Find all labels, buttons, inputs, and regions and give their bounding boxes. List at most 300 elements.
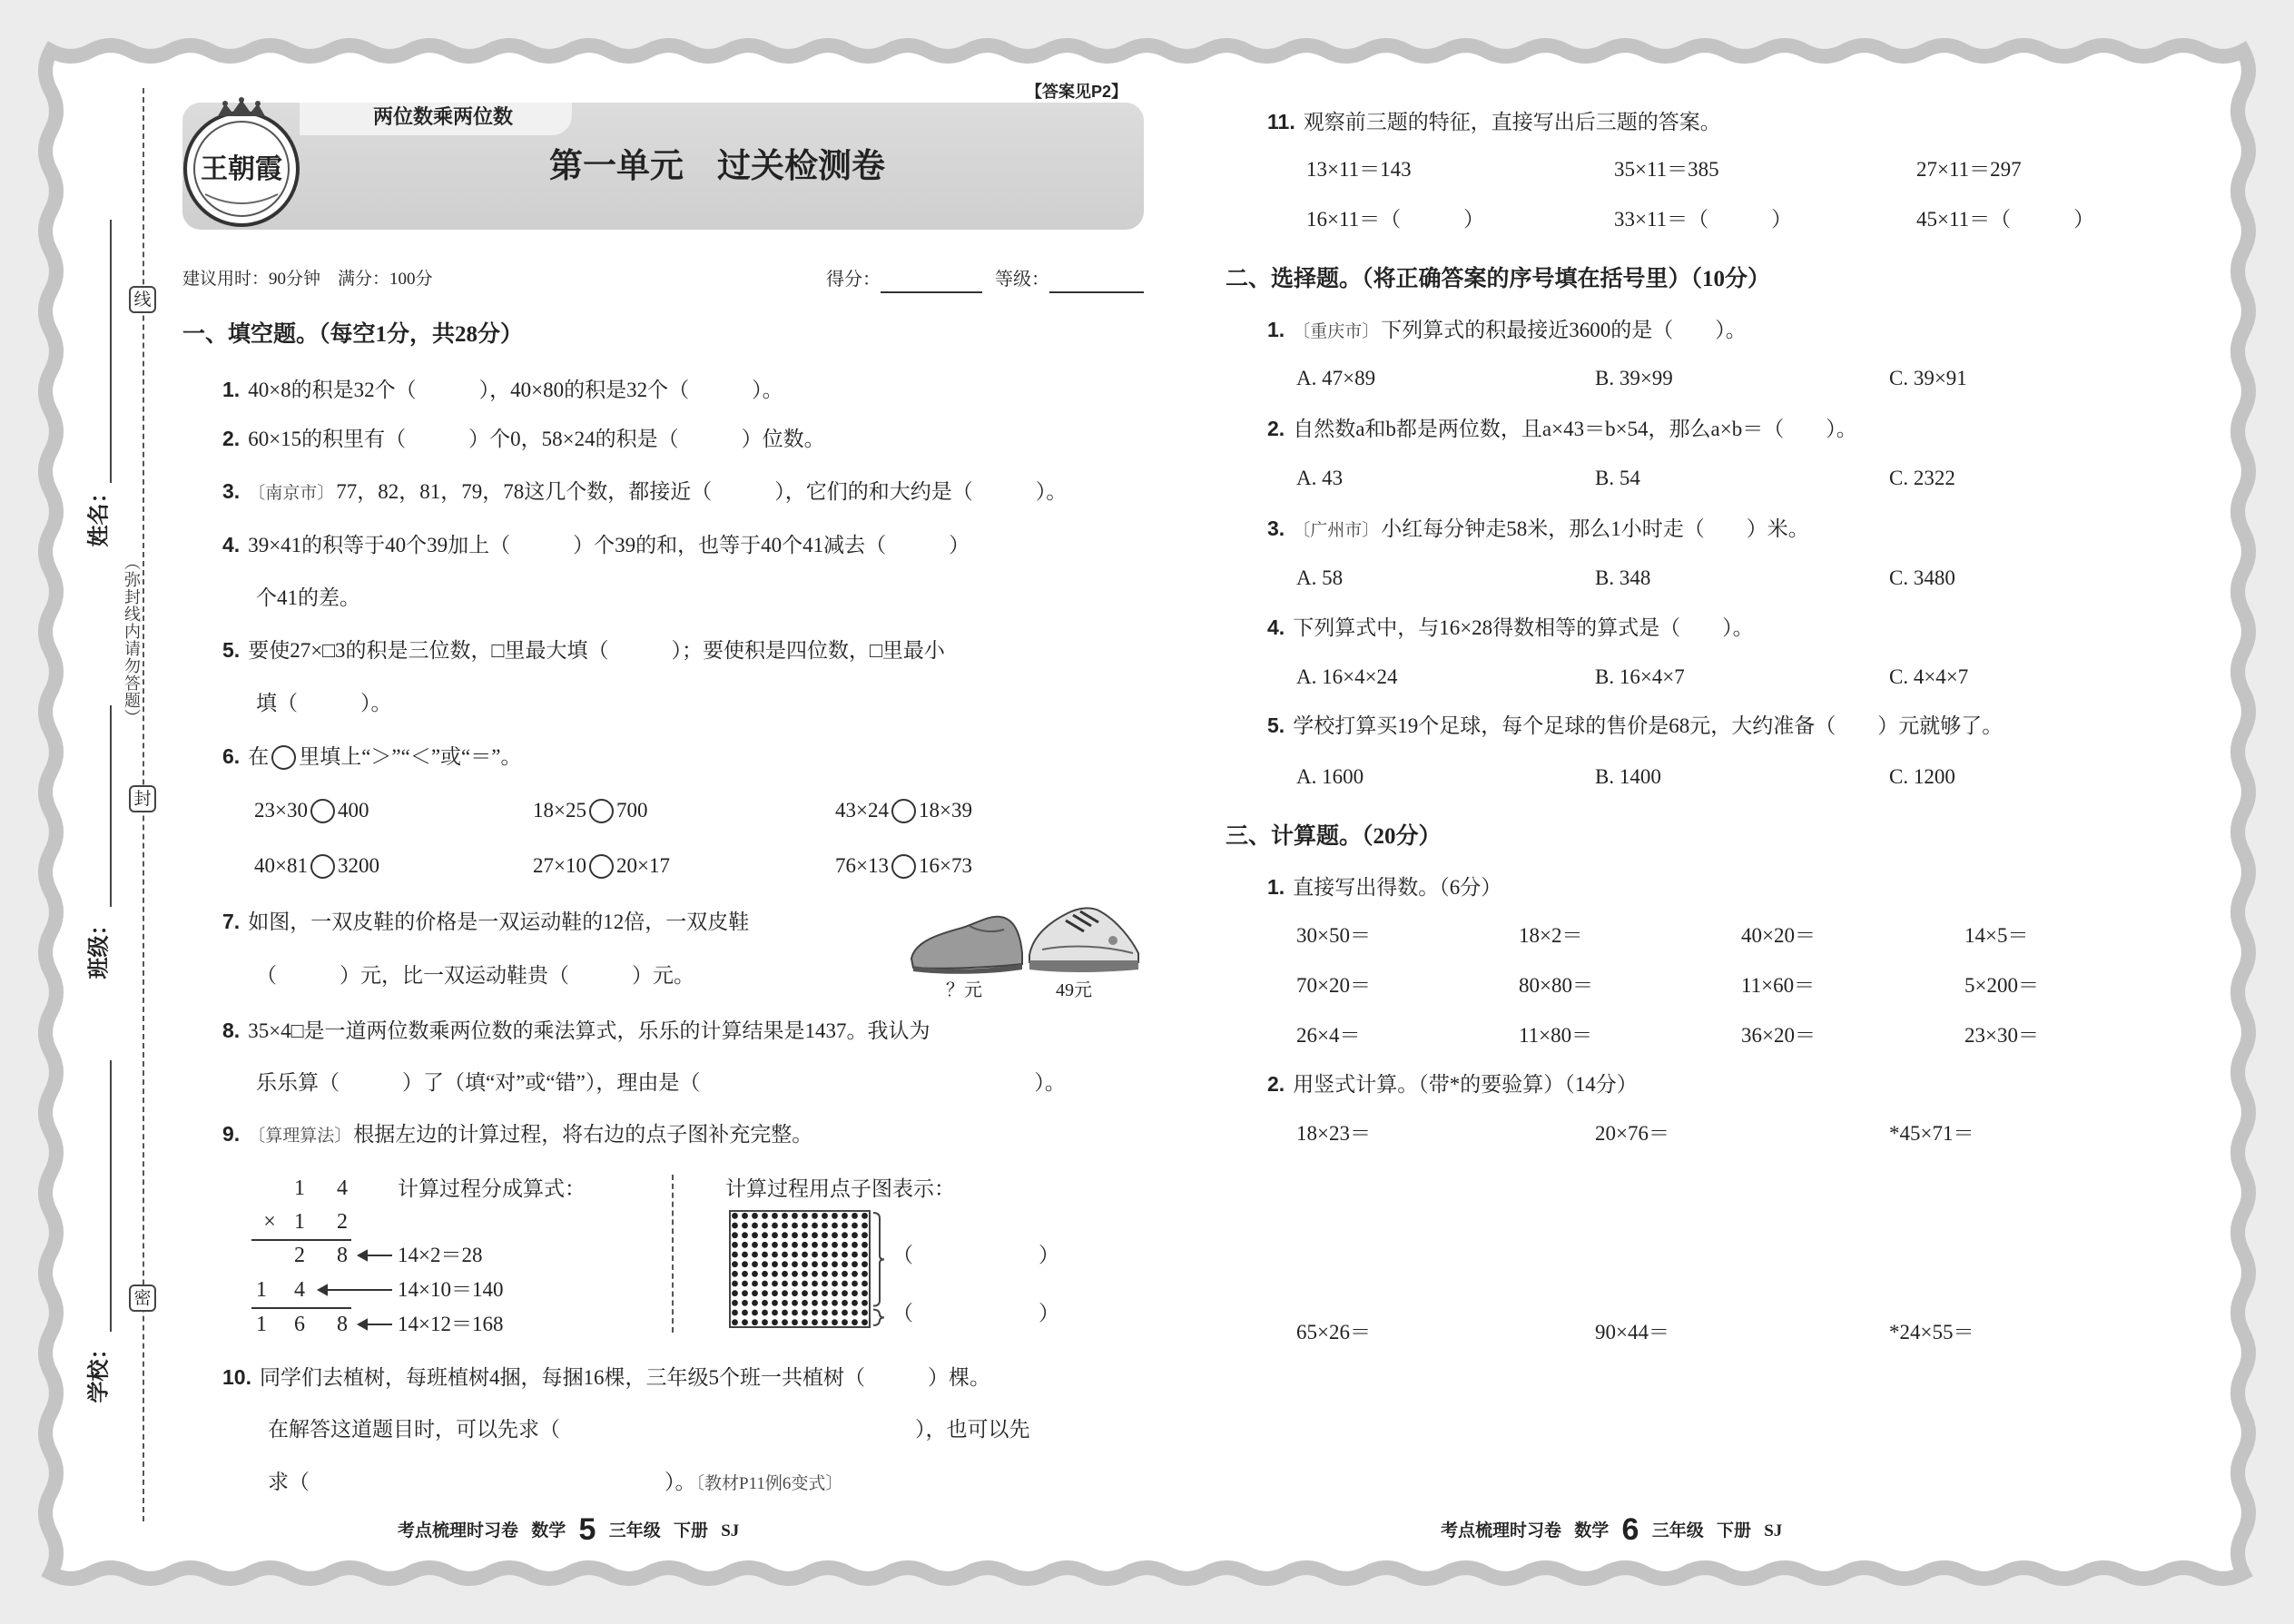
grid-dot (772, 1310, 778, 1316)
grid-dot (812, 1281, 818, 1287)
school-label: 学校： (87, 1337, 112, 1403)
vertical-calc: 18×23＝ (1296, 1122, 1371, 1145)
footer-grade: 三年级 (608, 1521, 661, 1540)
q11 (1267, 108, 1721, 136)
grid-dot (782, 1242, 788, 1248)
grid-dot (752, 1290, 758, 1296)
question-text: 要使27×□3的积是三位数，□里最大填（ ）；要使积是四位数，□里最小 (248, 639, 945, 662)
grid-dot (752, 1242, 758, 1248)
compare-item (533, 797, 647, 824)
grid-dot (742, 1310, 748, 1316)
question-text: 学校打算买19个足球，每个足球的售价是68元，大约准备（ ）元就够了。 (1293, 714, 2004, 737)
s1-q8-cont: 乐乐算（ ）了（填“对”或“错”），理由是（ ）。 (256, 1071, 1066, 1094)
grid-dot (762, 1271, 768, 1277)
grid-dot (742, 1271, 748, 1277)
page-title: 第一单元 过关检测卷 (549, 147, 885, 184)
question-number: 2. (222, 427, 241, 450)
grid-dot (762, 1319, 768, 1325)
grid-dot (812, 1242, 818, 1248)
question-text: 自然数a和b都是两位数，且a×43＝b×54，那么a×b＝（ ）。 (1293, 418, 1857, 440)
option: B. 1400 (1595, 765, 1661, 788)
arrow-left-icon (319, 1285, 327, 1294)
compare-item (254, 852, 379, 880)
footer-edition: SJ (721, 1521, 740, 1540)
grid-dot (772, 1223, 778, 1229)
question-text: 小红每分钟走58米，那么1小时走（ ）米。 (1381, 517, 1809, 540)
grid-dot (782, 1281, 788, 1287)
grid-dot (812, 1213, 818, 1219)
calc-digit: 4 (294, 1278, 305, 1302)
grid-dot (782, 1252, 788, 1258)
grid-dot (792, 1232, 798, 1238)
s3-sub2 (1267, 1070, 1638, 1098)
footer-book: 考点梳理时习卷 (398, 1521, 519, 1540)
grid-dot (852, 1213, 858, 1219)
question-text: 40×8的积是32个（ ），40×80的积是32个（ ）。 (248, 379, 783, 401)
question-text: 下列算式中，与16×28得数相等的算式是（ ）。 (1293, 616, 1754, 639)
grid-dot (812, 1319, 818, 1325)
grid-dot (772, 1281, 778, 1287)
option: B. 16×4×7 (1595, 665, 1685, 688)
footer-term: 下册 (673, 1521, 708, 1540)
question-number: 2. (1267, 1072, 1285, 1096)
q11-item: 33×11＝（ ） (1614, 208, 1793, 231)
dot-blank-lower: （ ） (892, 1302, 1059, 1324)
dot-blank-upper: （ ） (892, 1244, 1059, 1266)
answer-reference: 【答案见P2】 (1026, 83, 1128, 101)
oral-calc: 11×80＝ (1519, 1024, 1593, 1047)
compare-circle (891, 854, 916, 879)
grid-dot (762, 1223, 768, 1229)
grid-dot (792, 1290, 798, 1296)
grid-dot (762, 1290, 768, 1296)
grid-dot (732, 1271, 738, 1277)
sneaker-price: 49元 (1056, 980, 1092, 1000)
question-number: 4. (1267, 615, 1285, 639)
option: C. 4×4×7 (1889, 665, 1969, 688)
grid-dot (802, 1281, 808, 1287)
question-number: 10. (222, 1365, 251, 1389)
grid-dot (792, 1252, 798, 1258)
question-text: 同学们去植树，每班植树4捆，每捆16棵，三年级5个班一共植树（ ）棵。 (259, 1366, 990, 1389)
question-number: 5. (222, 638, 241, 662)
calc-digit: 8 (337, 1244, 348, 1267)
compare-item (835, 797, 972, 824)
grid-dot (792, 1319, 798, 1325)
grid-dot (861, 1271, 868, 1277)
grid-dot (822, 1252, 828, 1258)
s1-q6 (222, 743, 521, 771)
option: C. 39×91 (1889, 367, 1967, 389)
option: A. 47×89 (1296, 367, 1376, 389)
option: B. 39×99 (1595, 367, 1673, 389)
calc-step: 14×10＝140 (398, 1278, 504, 1301)
grid-dot (772, 1319, 778, 1325)
grid-dot (842, 1310, 848, 1316)
calc-step: 14×2＝28 (398, 1244, 483, 1266)
grid-dot (812, 1310, 818, 1316)
grid-dot (752, 1252, 758, 1258)
grid-dot (802, 1252, 808, 1258)
grid-dot (762, 1261, 768, 1267)
grid-dot (732, 1232, 738, 1238)
page-number: 5 (578, 1512, 596, 1547)
grid-dot (822, 1242, 828, 1248)
grid-dot (752, 1319, 758, 1325)
oral-calc: 14×5＝ (1964, 924, 2029, 947)
grid-dot (732, 1261, 738, 1267)
s1-q4 (222, 531, 970, 559)
question-number: 9. (222, 1122, 241, 1146)
grid-dot (832, 1290, 838, 1296)
vertical-calc: 90×44＝ (1595, 1321, 1669, 1343)
grid-dot (742, 1281, 748, 1287)
oral-calc: 30×50＝ (1296, 924, 1371, 947)
s1-q10-cont: 在解答这道题目时，可以先求（ ），也可以先 (268, 1418, 1030, 1441)
oral-calc: 80×80＝ (1519, 974, 1593, 997)
oral-calc: 5×200＝ (1964, 974, 2039, 997)
grid-dot (812, 1271, 818, 1277)
grid-dot (732, 1252, 738, 1258)
grid-dot (852, 1300, 858, 1306)
grid-dot (752, 1271, 758, 1277)
grid-dot (772, 1271, 778, 1277)
option: A. 43 (1296, 467, 1344, 489)
grid-dot (802, 1232, 808, 1238)
compare-circle (310, 854, 335, 879)
grid-dot (792, 1300, 798, 1306)
grid-dot (861, 1223, 868, 1229)
section2-heading: 二、选择题。（将正确答案的序号填在括号里）（10分） (1226, 267, 1771, 291)
question-text: 在 (248, 745, 270, 768)
grade-field (995, 266, 1144, 293)
diagram-divider (672, 1175, 674, 1333)
compare-left: 76×13 (835, 854, 889, 877)
grid-dot (852, 1319, 858, 1325)
grid-dot (802, 1319, 808, 1325)
grid-dot (752, 1310, 758, 1316)
calc-digit: 1 (256, 1278, 267, 1302)
q11-item: 45×11＝（ ） (1916, 208, 2095, 231)
compare-circle (310, 799, 335, 823)
calc-digit: 1 (256, 1313, 267, 1336)
calc-digit: 8 (337, 1313, 348, 1336)
grid-dot (842, 1281, 848, 1287)
grid-dot (822, 1319, 828, 1325)
question-text: 如图，一双皮鞋的价格是一双运动鞋的12倍，一双皮鞋 (248, 910, 750, 933)
calc-digit: 1 (294, 1210, 305, 1234)
s1-q2 (222, 425, 825, 453)
compare-right: 700 (615, 799, 648, 822)
grid-dot (832, 1300, 838, 1306)
grid-dot (762, 1242, 768, 1248)
compare-right: 18×39 (918, 799, 972, 822)
exam-meta: 建议用时：90分钟 满分：100分 (182, 270, 433, 289)
compare-circle (589, 799, 614, 823)
brace-icon (873, 1310, 884, 1325)
calc-step-label: 计算过程分成算式： (398, 1177, 586, 1200)
calc-digit: 6 (294, 1313, 305, 1336)
header-topic: 两位数乘两位数 (373, 105, 514, 128)
question-number: 4. (222, 533, 241, 556)
grid-dot (832, 1223, 838, 1229)
score-label: 得分： (826, 270, 881, 290)
grid-dot (861, 1213, 868, 1219)
grid-dot (732, 1213, 738, 1219)
grid-dot (752, 1232, 758, 1238)
class-write-line (110, 705, 112, 907)
seal-mark-secret: 密 (129, 1284, 156, 1312)
oral-calc: 11×60＝ (1741, 974, 1816, 997)
question-text: 下列算式的积最接近3600的是（ ）。 (1381, 319, 1747, 341)
grid-dot (822, 1271, 828, 1277)
compare-right: 20×17 (615, 854, 670, 877)
s3-sub1 (1267, 873, 1501, 901)
grid-dot (802, 1261, 808, 1267)
calc-operator: × (263, 1210, 276, 1234)
oral-calc: 36×20＝ (1741, 1024, 1816, 1047)
question-number: 3. (1267, 517, 1285, 540)
option: A. 58 (1296, 566, 1344, 589)
grid-dot (852, 1223, 858, 1229)
q11-item: 13×11＝143 (1306, 158, 1412, 181)
s1-q9 (222, 1120, 812, 1150)
grid-dot (861, 1261, 868, 1267)
grid-dot (861, 1242, 868, 1248)
grid-dot (861, 1310, 868, 1316)
grid-dot (812, 1232, 818, 1238)
grid-dot (861, 1232, 868, 1238)
compare-right: 16×73 (918, 854, 972, 877)
grid-dot (802, 1223, 808, 1229)
grid-dot (742, 1232, 748, 1238)
q11-item: 16×11＝（ ） (1306, 208, 1485, 231)
grid-dot (782, 1271, 788, 1277)
grid-dot (822, 1213, 828, 1219)
grid-dot (852, 1290, 858, 1296)
grid-dot (861, 1319, 868, 1325)
question-text: 求（ ）。 (268, 1471, 696, 1493)
grid-dot (732, 1300, 738, 1306)
footer-grade: 三年级 (1651, 1521, 1704, 1540)
compare-circle (271, 745, 296, 770)
question-text: 根据左边的计算过程，将右边的点子图补充完整。 (353, 1123, 813, 1146)
grid-dot (852, 1242, 858, 1248)
s2-q4 (1267, 614, 1754, 642)
s1-q1 (222, 376, 783, 404)
s2-q2 (1267, 415, 1857, 443)
grid-dot (752, 1300, 758, 1306)
grid-dot (832, 1281, 838, 1287)
leather-shoe-icon (911, 917, 1022, 974)
brace-icon (873, 1213, 884, 1306)
grid-dot (852, 1261, 858, 1267)
grid-dot (742, 1319, 748, 1325)
grid-dot (842, 1223, 848, 1229)
compare-circle (891, 799, 916, 823)
grid-dot (792, 1213, 798, 1219)
grid-dot (782, 1232, 788, 1238)
grid-dot (812, 1290, 818, 1296)
s1-q5 (222, 636, 945, 664)
grid-dot (782, 1261, 788, 1267)
question-number: 1. (1267, 875, 1285, 899)
s1-q5-cont: 填（ ）。 (256, 692, 392, 714)
grid-dot (752, 1281, 758, 1287)
section1-heading: 一、填空题。（每空1分，共28分） (182, 322, 524, 347)
grid-dot (832, 1213, 838, 1219)
grid-dot (852, 1281, 858, 1287)
calc-digit: 2 (337, 1210, 348, 1234)
grid-dot (802, 1290, 808, 1296)
grid-dot (742, 1252, 748, 1258)
grade-blank (1049, 271, 1144, 293)
name-label: 姓名： (87, 481, 112, 547)
grid-dot (792, 1223, 798, 1229)
source-tag: 〔广州市〕 (1293, 521, 1380, 540)
question-number: 8. (222, 1019, 241, 1042)
sneaker-icon (1029, 908, 1138, 972)
grid-dot (772, 1300, 778, 1306)
grid-dot (782, 1213, 788, 1219)
grid-dot (752, 1223, 758, 1229)
oral-calc: 26×4＝ (1296, 1024, 1361, 1047)
grid-dot (742, 1213, 748, 1219)
class-label: 班级： (87, 913, 112, 979)
question-text: 直接写出得数。（6分） (1293, 876, 1502, 899)
footer-left (398, 1512, 740, 1547)
compare-left: 23×30 (254, 799, 308, 822)
option: A. 1600 (1296, 765, 1364, 788)
publisher-logo (178, 96, 307, 232)
grid-dot (802, 1300, 808, 1306)
compare-left: 27×10 (533, 854, 586, 877)
option: C. 3480 (1889, 566, 1955, 589)
grid-dot (732, 1319, 738, 1325)
grid-dot (802, 1213, 808, 1219)
grid-dot (762, 1213, 768, 1219)
s1-q7 (222, 908, 749, 936)
question-number: 11. (1267, 110, 1295, 133)
logo-text: 王朝霞 (201, 154, 282, 184)
shoes-illustration (906, 899, 1144, 977)
vertical-calc: 65×26＝ (1296, 1321, 1371, 1343)
calc-digit: 2 (294, 1244, 305, 1267)
source-tag: 〔教材P11例6变式〕 (695, 1474, 843, 1493)
grid-dot (802, 1310, 808, 1316)
arrow-left-icon (359, 1251, 367, 1260)
grid-dot (832, 1242, 838, 1248)
footer-subject: 数学 (1574, 1521, 1610, 1540)
grid-dot (732, 1223, 738, 1229)
s2-q5 (1267, 712, 2003, 740)
footer-subject: 数学 (531, 1521, 566, 1540)
grid-dot (832, 1310, 838, 1316)
grid-dot (852, 1310, 858, 1316)
grid-dot (822, 1223, 828, 1229)
source-tag: 〔南京市〕 (248, 484, 335, 503)
grid-dot (842, 1213, 848, 1219)
compare-left: 43×24 (835, 799, 889, 822)
grid-dot (762, 1310, 768, 1316)
s1-q7-cont: （ ）元，比一双运动鞋贵（ ）元。 (256, 964, 694, 987)
question-text: 观察前三题的特征，直接写出后三题的答案。 (1303, 111, 1721, 133)
grid-dot (861, 1300, 868, 1306)
grid-dot (832, 1271, 838, 1277)
calc-arrows (309, 1244, 399, 1334)
grid-dot (742, 1300, 748, 1306)
oral-calc: 40×20＝ (1741, 924, 1816, 947)
question-text: 35×4□是一道两位数乘两位数的乘法算式，乐乐的计算结果是1437。我认为 (248, 1019, 930, 1042)
grid-dot (772, 1261, 778, 1267)
grid-dot (762, 1232, 768, 1238)
grid-dot (732, 1242, 738, 1248)
seal-mark-seal: 封 (129, 785, 156, 812)
question-text: 39×41的积等于40个39加上（ ）个39的和，也等于40个41减去（ ） (248, 534, 970, 556)
source-tag: 〔重庆市〕 (1293, 322, 1380, 341)
arrow-left-icon (359, 1320, 367, 1329)
grid-dot (852, 1271, 858, 1277)
source-tag: 〔算理算法〕 (248, 1127, 352, 1146)
grid-dot (842, 1271, 848, 1277)
grid-dot (832, 1252, 838, 1258)
seal-mark-line: 线 (129, 286, 156, 313)
grid-dot (772, 1290, 778, 1296)
grid-dot (822, 1290, 828, 1296)
grid-dot (792, 1271, 798, 1277)
calc-digit: 4 (337, 1176, 348, 1200)
grid-dot (822, 1261, 828, 1267)
footer-book: 考点梳理时习卷 (1441, 1521, 1562, 1540)
grid-dot (842, 1300, 848, 1306)
grid-dot (742, 1290, 748, 1296)
grid-dot (782, 1310, 788, 1316)
grid-dot (822, 1232, 828, 1238)
vertical-calc: 20×76＝ (1595, 1122, 1669, 1145)
footer-right (1441, 1512, 1783, 1547)
compare-item (254, 797, 369, 824)
grid-dot (772, 1213, 778, 1219)
grid-dot (832, 1261, 838, 1267)
grid-dot (742, 1242, 748, 1248)
grid-dot (752, 1261, 758, 1267)
grid-dot (842, 1290, 848, 1296)
grid-dot (861, 1252, 868, 1258)
grid-dot (792, 1310, 798, 1316)
grid-dot (732, 1310, 738, 1316)
s1-q10-cont2 (268, 1469, 844, 1498)
calc-rule (251, 1239, 351, 1241)
grid-dot (782, 1300, 788, 1306)
grade-label: 等级： (995, 270, 1049, 290)
grid-dot (842, 1319, 848, 1325)
q11-item: 35×11＝385 (1614, 158, 1719, 181)
grid-dot (842, 1242, 848, 1248)
grid-dot (822, 1281, 828, 1287)
grid-dot (782, 1319, 788, 1325)
grid-dot (861, 1290, 868, 1296)
name-write-line (110, 220, 112, 483)
grid-dot (852, 1232, 858, 1238)
oral-calc: 23×30＝ (1964, 1024, 2039, 1047)
grid-dot (812, 1223, 818, 1229)
footer-term: 下册 (1716, 1521, 1751, 1540)
grid-dot (752, 1213, 758, 1219)
footer-edition: SJ (1764, 1521, 1783, 1540)
s1-q3 (222, 477, 1067, 507)
question-text: 里填上“＞”“＜”或“＝”。 (299, 745, 522, 768)
s1-q8 (222, 1017, 930, 1045)
